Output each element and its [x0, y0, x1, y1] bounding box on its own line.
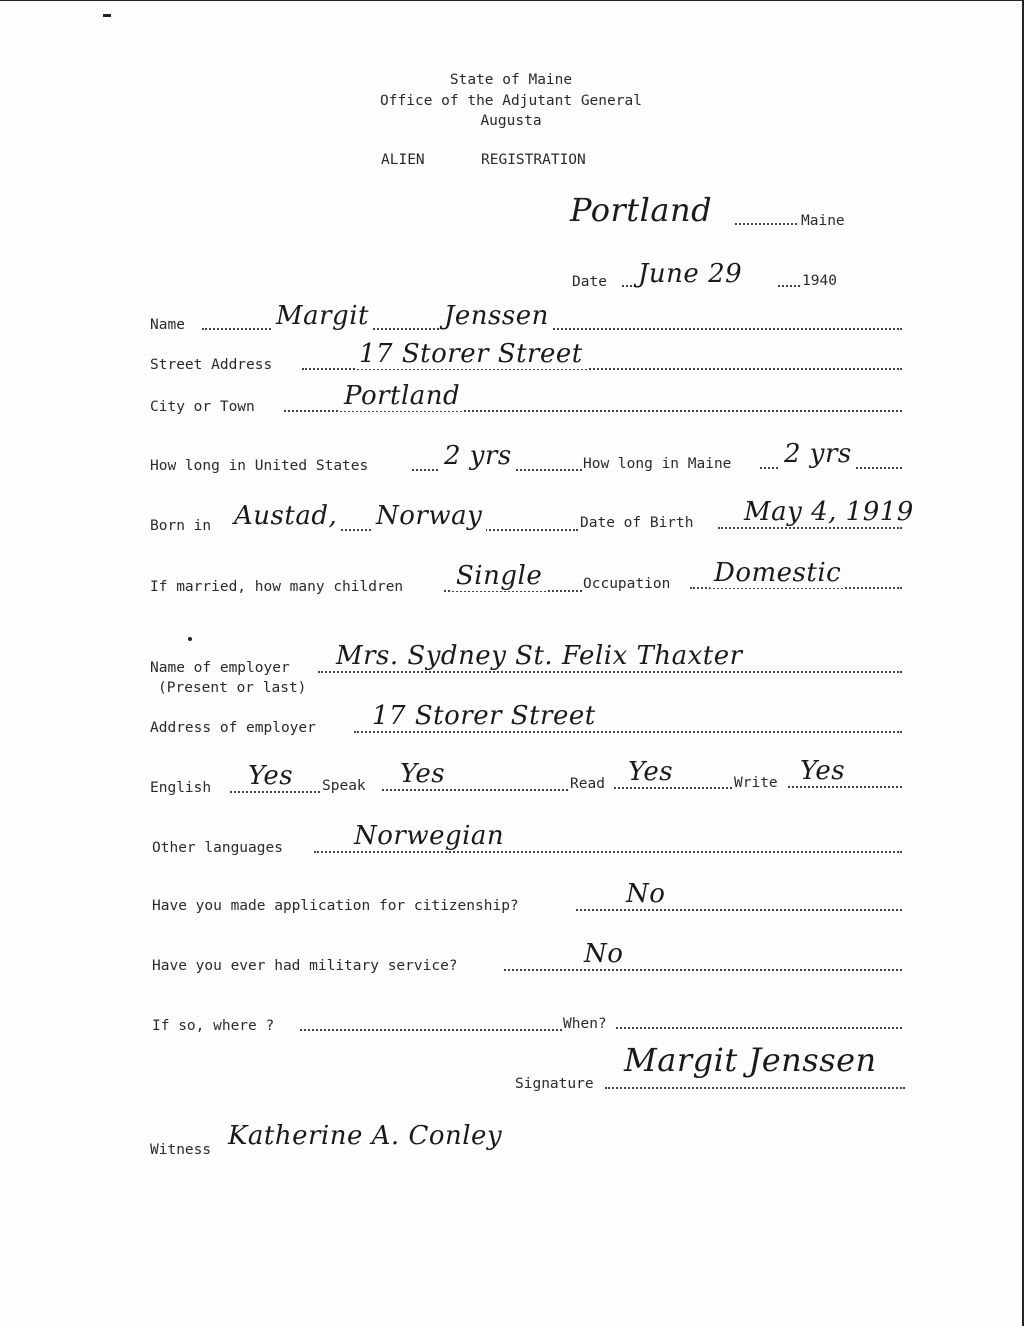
date-label: Date: [572, 274, 607, 290]
name-first-value: Margit: [272, 301, 373, 331]
signature-dots: [605, 1087, 905, 1089]
date-dots-1: [622, 285, 636, 287]
write-dots: [788, 786, 902, 788]
header-office: Office of the Adjutant General: [380, 93, 642, 109]
occupation-value: Domestic: [710, 558, 845, 588]
maine-duration-value: 2 yrs: [780, 439, 856, 469]
dob-label: Date of Birth: [580, 515, 694, 531]
dob-value: May 4, 1919: [740, 497, 918, 527]
street-label: Street Address: [150, 357, 273, 373]
other-languages-value: Norwegian: [350, 821, 508, 851]
occupation-label: Occupation: [583, 576, 671, 592]
city-value: Portland: [340, 381, 464, 411]
name-last-value: Jenssen: [440, 301, 553, 331]
employer-value: Mrs. Sydney St. Felix Thaxter: [332, 641, 747, 671]
when-dots: [616, 1027, 902, 1029]
other-languages-dots: [314, 851, 902, 853]
english-dots: [230, 791, 320, 793]
us-duration-value: 2 yrs: [440, 441, 516, 471]
read-value: Yes: [624, 757, 677, 787]
employer-sublabel: (Present or last): [158, 680, 307, 696]
write-label: Write: [734, 775, 778, 791]
employer-dots: [318, 671, 902, 673]
date-value: June 29: [638, 259, 743, 289]
signature-value: Margit Jenssen: [620, 1041, 881, 1079]
speak-dots: [382, 789, 568, 791]
employer-label: Name of employer: [150, 660, 290, 676]
born-country-value: Norway: [372, 501, 486, 531]
city-label: City or Town: [150, 399, 255, 415]
maine-duration-label: How long in Maine: [583, 456, 732, 472]
where-dots: [300, 1029, 562, 1031]
citizenship-value: No: [622, 879, 669, 909]
witness-label: Witness: [150, 1142, 212, 1158]
read-dots: [614, 787, 732, 789]
employer-address-label: Address of employer: [150, 720, 316, 736]
military-label: Have you ever had military service?: [152, 958, 458, 974]
form-title-registration: REGISTRATION: [481, 152, 586, 168]
dob-dots: [718, 527, 902, 529]
name-label: Name: [150, 317, 185, 333]
employer-address-dots: [354, 731, 902, 733]
speak-value: Yes: [396, 759, 449, 789]
witness-value: Katherine A. Conley: [228, 1121, 503, 1151]
street-value: 17 Storer Street: [355, 339, 587, 369]
date-year: 1940: [802, 273, 837, 289]
citizenship-dots: [576, 909, 902, 911]
children-value: Single: [452, 561, 546, 591]
header-state: State of Maine: [449, 72, 573, 88]
corner-mark: [103, 14, 111, 17]
header-city: Augusta: [480, 113, 542, 129]
form-title-alien: ALIEN: [381, 152, 425, 168]
where-label: If so, where ?: [152, 1018, 275, 1034]
employer-address-value: 17 Storer Street: [368, 701, 600, 731]
place-dots: [735, 223, 797, 225]
write-value: Yes: [796, 756, 849, 786]
stray-dot: [188, 637, 192, 641]
born-place-value: Austad,: [230, 501, 341, 531]
place-value: Portland: [570, 191, 713, 229]
read-label: Read: [570, 776, 605, 792]
other-languages-label: Other languages: [152, 840, 283, 856]
military-value: No: [580, 939, 627, 969]
us-duration-label: How long in United States: [150, 458, 369, 474]
citizenship-label: Have you made application for citizenship?: [152, 898, 519, 914]
when-label: When?: [563, 1016, 607, 1032]
born-label: Born in: [150, 518, 212, 534]
english-label: English: [150, 780, 212, 796]
speak-label: Speak: [322, 778, 366, 794]
place-suffix: Maine: [801, 213, 845, 229]
children-label: If married, how many children: [150, 579, 404, 595]
date-dots-2: [778, 285, 800, 287]
signature-label: Signature: [515, 1076, 594, 1092]
military-dots: [504, 969, 902, 971]
english-value: Yes: [244, 761, 297, 791]
